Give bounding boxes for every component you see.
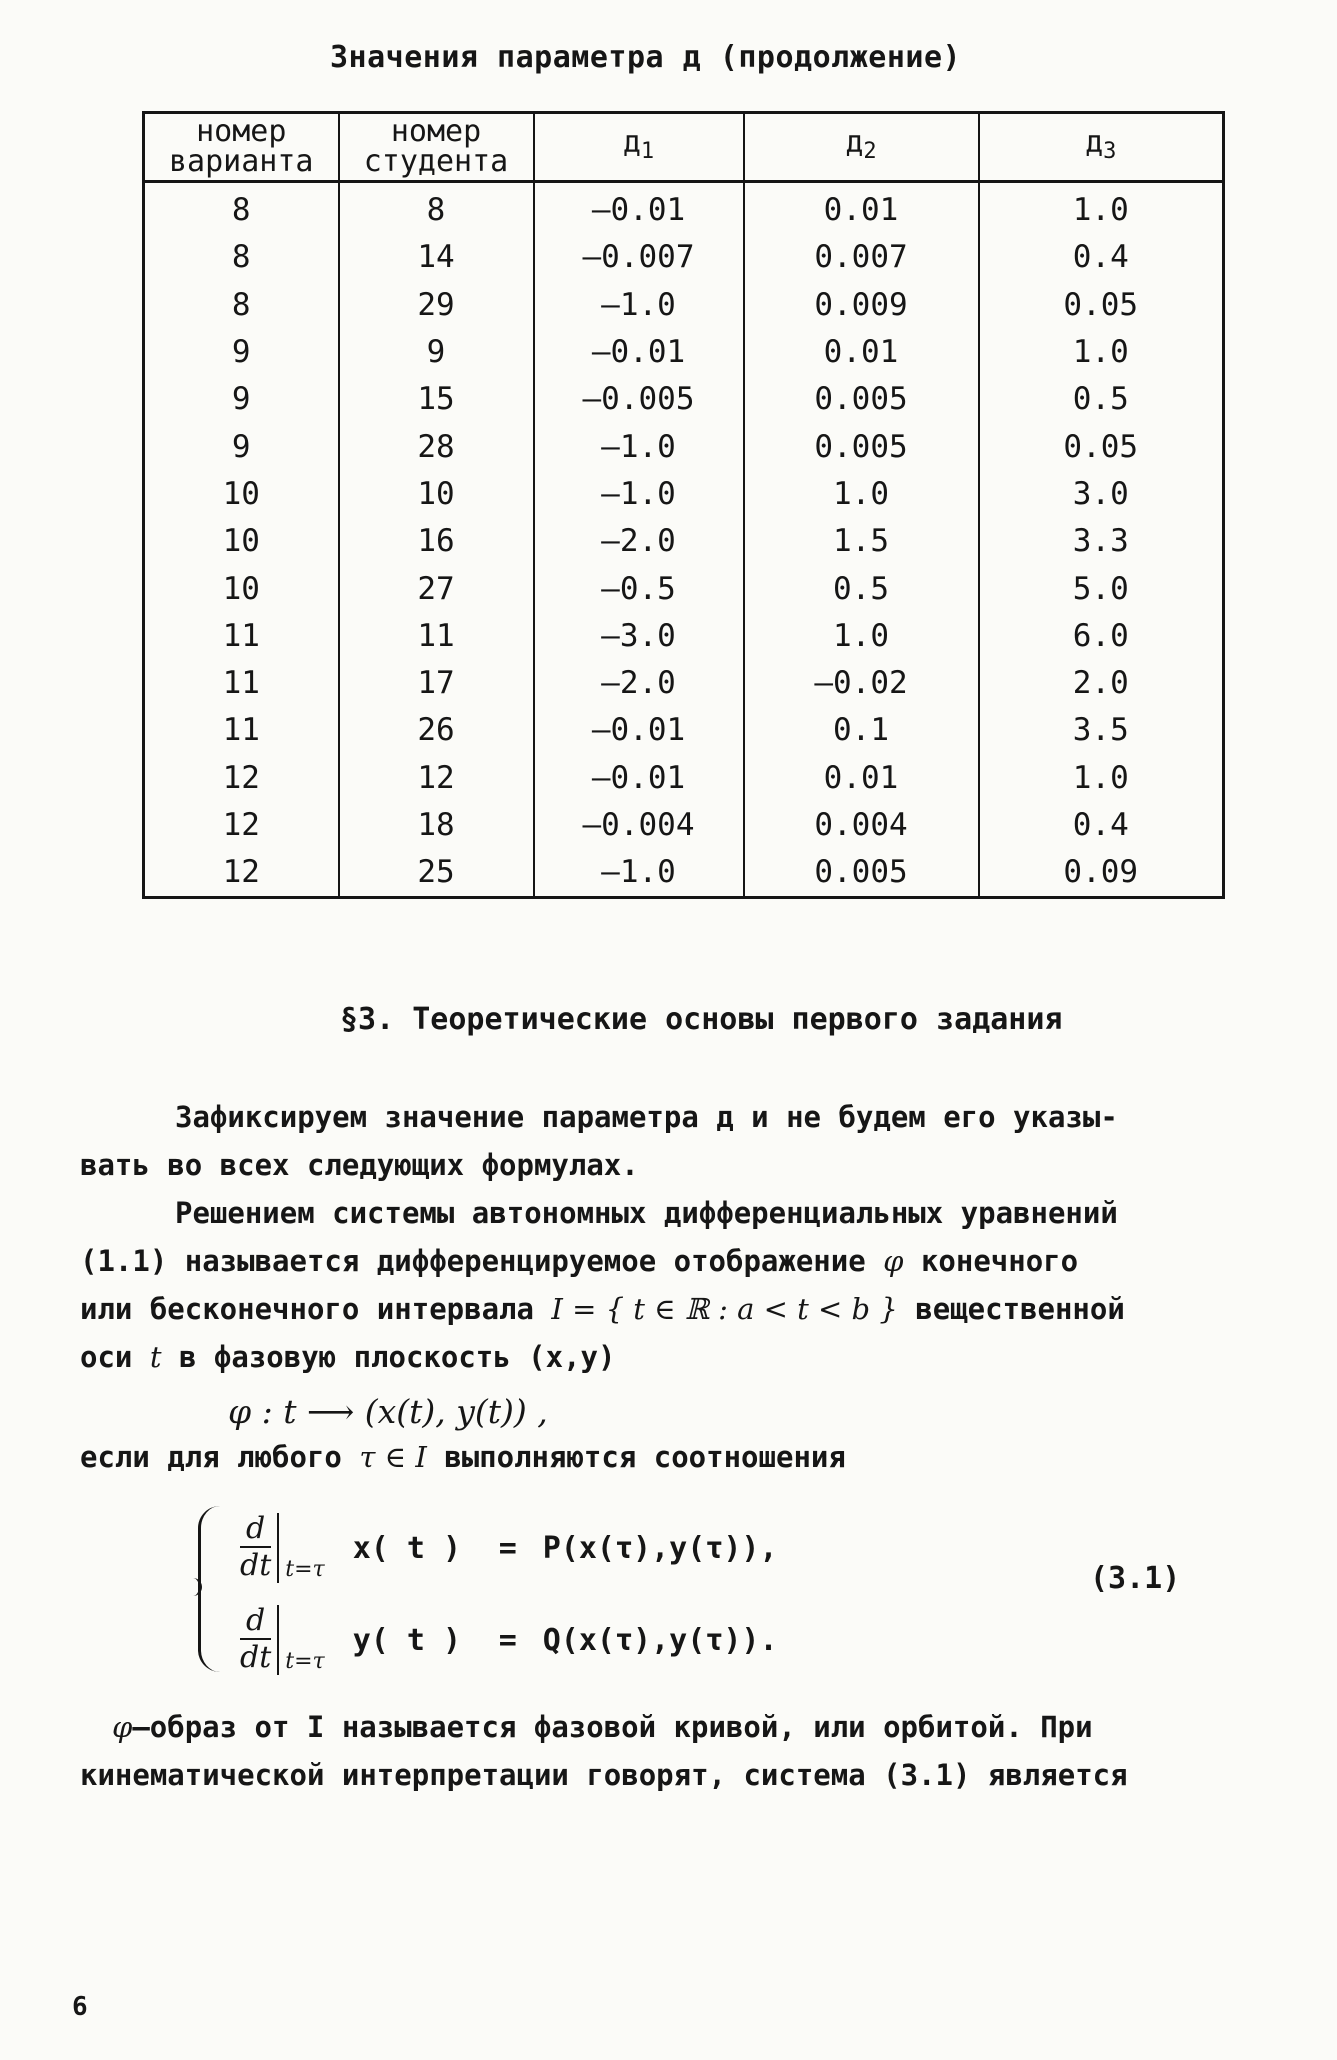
- phi-symbol: φ: [883, 1244, 904, 1278]
- header-variant-line1: номер: [196, 114, 287, 149]
- table-cell: –1.0: [534, 282, 744, 329]
- table-cell: 3.5: [979, 707, 1224, 754]
- header-variant-number: [144, 113, 339, 182]
- closing-line-1-text: –образ от I называется фазовой кривой, или орбитой. При: [132, 1710, 1093, 1744]
- equation-number: (3.1): [1090, 1561, 1181, 1596]
- table-cell: –0.01: [534, 329, 744, 376]
- paragraph-2-line-4: [80, 1340, 615, 1374]
- closing-line-1: [112, 1710, 1093, 1744]
- table-cell: –0.007: [534, 234, 744, 281]
- header-param-1-base: д: [622, 124, 641, 160]
- table-cell: 10: [144, 518, 339, 565]
- table-cell: –1.0: [534, 423, 744, 470]
- section-title: §3. Теоретические основы первого задания: [340, 1002, 1063, 1037]
- table-row: [144, 376, 1224, 423]
- header-param-2: [744, 113, 979, 182]
- table-cell: 0.05: [979, 423, 1224, 470]
- table-cell: 0.09: [979, 849, 1224, 898]
- table-cell: 9: [339, 329, 534, 376]
- table-header: [144, 113, 1224, 182]
- table-cell: –0.01: [534, 755, 744, 802]
- header-param-1-sub: 1: [640, 138, 655, 164]
- table-cell: –0.5: [534, 565, 744, 612]
- table-cell: 1.0: [744, 471, 979, 518]
- table-cell: –1.0: [534, 471, 744, 518]
- table-cell: 0.4: [979, 234, 1224, 281]
- paragraph-1-line-2: вать во всех следующих формулах.: [80, 1148, 639, 1182]
- condition-start: если для любого: [80, 1440, 342, 1474]
- table-cell: 6.0: [979, 613, 1224, 660]
- table-title: Значения параметра д (продолжение): [330, 40, 962, 75]
- table-cell: 10: [339, 471, 534, 518]
- table-row: [144, 282, 1224, 329]
- table-cell: 12: [144, 802, 339, 849]
- table-cell: 29: [339, 282, 534, 329]
- table-cell: 5.0: [979, 565, 1224, 612]
- table-cell: 11: [144, 660, 339, 707]
- table-cell: –0.01: [534, 182, 744, 235]
- paragraph-2-line-1: Решением системы автономных дифференциальных уравнений: [175, 1196, 1118, 1230]
- table-body: [144, 182, 1224, 898]
- evaluation-point-2: t=τ: [285, 1649, 325, 1674]
- table-cell: 18: [339, 802, 534, 849]
- table-row: [144, 755, 1224, 802]
- derivative-numerator-2: d: [240, 1604, 271, 1640]
- table-cell: 12: [144, 849, 339, 898]
- header-param-2-base: д: [845, 124, 864, 160]
- header-student-number: [339, 113, 534, 182]
- header-param-3-base: д: [1085, 124, 1104, 160]
- table-cell: 0.01: [744, 329, 979, 376]
- table-cell: 9: [144, 423, 339, 470]
- table-row: [144, 707, 1224, 754]
- paragraph-2-line-3: [80, 1292, 1125, 1326]
- paragraph-2-line-2: [80, 1244, 1078, 1278]
- condition-end: выполняются соотношения: [444, 1440, 846, 1474]
- table-cell: 2.0: [979, 660, 1224, 707]
- table-row: [144, 182, 1224, 235]
- paragraph-2-line-3-text: или бесконечного интервала: [80, 1292, 534, 1326]
- table-cell: 14: [339, 234, 534, 281]
- equation-2-equals: =: [498, 1622, 517, 1658]
- table-cell: 26: [339, 707, 534, 754]
- table-cell: 11: [144, 613, 339, 660]
- table-cell: 0.005: [744, 423, 979, 470]
- table-row: [144, 565, 1224, 612]
- table-cell: 12: [144, 755, 339, 802]
- table-cell: 10: [144, 471, 339, 518]
- table-cell: –1.0: [534, 849, 744, 898]
- equation-1-equals: =: [498, 1530, 517, 1566]
- equation-1-lhs: x( t ): [352, 1530, 462, 1566]
- table-cell: 16: [339, 518, 534, 565]
- table-cell: 0.007: [744, 234, 979, 281]
- interval-set: I = { t ∈ ℝ : a < t < b }: [551, 1292, 898, 1326]
- table-cell: 8: [144, 282, 339, 329]
- table-cell: –2.0: [534, 660, 744, 707]
- table-cell: –3.0: [534, 613, 744, 660]
- table-cell: 25: [339, 849, 534, 898]
- header-student-line2: студента: [363, 144, 509, 179]
- mapping-formula: φ : t ⟶ (x(t), y(t)) ,: [228, 1392, 548, 1431]
- paragraph-2-line-2-end: конечного: [920, 1244, 1079, 1278]
- derivative-fraction-1: [240, 1512, 271, 1584]
- table-cell: 15: [339, 376, 534, 423]
- table-row: [144, 423, 1224, 470]
- table-cell: 0.005: [744, 376, 979, 423]
- paragraph-2-line-3-end: вещественной: [915, 1292, 1125, 1326]
- left-brace: [198, 1506, 225, 1672]
- table-row: [144, 234, 1224, 281]
- closing-phi-symbol: φ: [112, 1710, 133, 1744]
- paragraph-2-line-2-text: (1.1) называется дифференцируемое отображение: [80, 1244, 866, 1278]
- table-cell: 0.01: [744, 182, 979, 235]
- header-param-1: [534, 113, 744, 182]
- table-cell: 1.0: [744, 613, 979, 660]
- table-cell: 27: [339, 565, 534, 612]
- table-cell: 0.05: [979, 282, 1224, 329]
- header-param-2-sub: 2: [863, 138, 877, 164]
- table-cell: 1.0: [979, 755, 1224, 802]
- table-cell: 1.5: [744, 518, 979, 565]
- table-cell: 0.5: [744, 565, 979, 612]
- table-row: [144, 471, 1224, 518]
- page-number: 6: [72, 1992, 88, 2022]
- paragraph-2-line-4-end: в фазовую плоскость (x,y): [178, 1340, 616, 1374]
- header-param-3-sub: 3: [1103, 138, 1117, 164]
- table-cell: 1.0: [979, 182, 1224, 235]
- table-row: [144, 518, 1224, 565]
- table-cell: 8: [144, 234, 339, 281]
- table-cell: –0.004: [534, 802, 744, 849]
- evaluation-point-1: t=τ: [285, 1557, 325, 1582]
- table-cell: 28: [339, 423, 534, 470]
- header-student-line1: номер: [390, 114, 482, 149]
- equation-2-rhs: Q(x(τ),y(τ)).: [542, 1622, 778, 1658]
- table-cell: 3.0: [979, 471, 1224, 518]
- table-cell: 0.1: [744, 707, 979, 754]
- table-cell: 11: [144, 707, 339, 754]
- table-cell: –0.005: [534, 376, 744, 423]
- paragraph-1-line-1: Зафиксируем значение параметра д и не будем его указы-: [175, 1100, 1118, 1134]
- tau-in-i: τ ∈ I: [359, 1440, 427, 1474]
- table-cell: 0.005: [744, 849, 979, 898]
- table-cell: 9: [144, 376, 339, 423]
- evaluation-bar-1: [277, 1513, 279, 1583]
- t-symbol: t: [149, 1340, 162, 1374]
- table-cell: 12: [339, 755, 534, 802]
- table-cell: 3.3: [979, 518, 1224, 565]
- derivative-fraction-2: [240, 1604, 271, 1676]
- table-cell: –0.02: [744, 660, 979, 707]
- table-row: [144, 660, 1224, 707]
- table-cell: 10: [144, 565, 339, 612]
- paragraph-2-line-4-text: оси: [80, 1340, 133, 1374]
- condition-line: [80, 1440, 846, 1474]
- table-cell: –2.0: [534, 518, 744, 565]
- table-row: [144, 802, 1224, 849]
- closing-line-2: кинематической интерпретации говорят, система (3.1) является: [80, 1758, 1128, 1792]
- table-cell: 0.004: [744, 802, 979, 849]
- table-cell: 0.5: [979, 376, 1224, 423]
- system-equation-2: [240, 1600, 778, 1680]
- table-cell: 1.0: [979, 329, 1224, 376]
- table-cell: 9: [144, 329, 339, 376]
- table-cell: –0.01: [534, 707, 744, 754]
- table-cell: 8: [339, 182, 534, 235]
- table-row: [144, 613, 1224, 660]
- table-cell: 0.009: [744, 282, 979, 329]
- header-variant-line2: варианта: [169, 144, 314, 179]
- equation-1-rhs: P(x(τ),y(τ)),: [542, 1530, 778, 1566]
- derivative-numerator-1: d: [240, 1512, 271, 1548]
- table-cell: 11: [339, 613, 534, 660]
- table-row: [144, 329, 1224, 376]
- table-row: [144, 849, 1224, 898]
- table-cell: 17: [339, 660, 534, 707]
- equation-2-lhs: y( t ): [352, 1622, 462, 1658]
- derivative-denominator-2: dt: [240, 1640, 272, 1675]
- header-param-3: [979, 113, 1224, 182]
- derivative-denominator-1: dt: [240, 1548, 272, 1583]
- table-cell: 0.4: [979, 802, 1224, 849]
- evaluation-bar-2: [277, 1605, 279, 1675]
- parameter-table-wrapper: [142, 111, 1222, 899]
- table-cell: 8: [144, 182, 339, 235]
- system-equation-1: [240, 1508, 778, 1588]
- parameter-table: [142, 111, 1225, 899]
- table-cell: 0.01: [744, 755, 979, 802]
